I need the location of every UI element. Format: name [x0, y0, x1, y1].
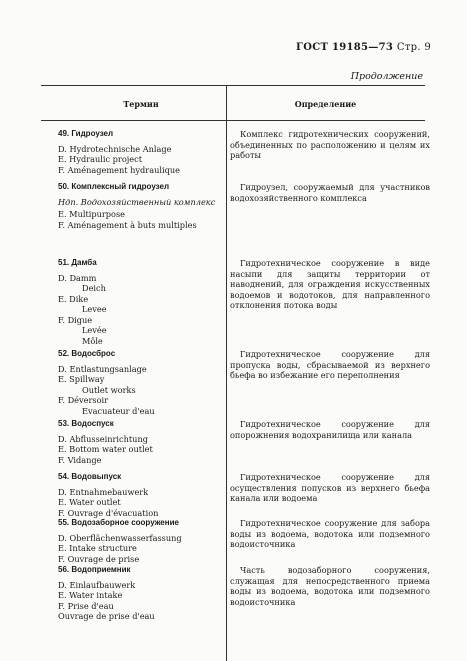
term-translation: E. Hydraulic project — [58, 154, 143, 164]
term-translation: F. Ouvrage d'évacuation — [58, 507, 159, 518]
page-header — [296, 42, 431, 53]
term-translation: F. Digue — [58, 314, 93, 325]
definition-50: Гидроузел, сооружаемый для участников водохозяйственного комплекса — [230, 182, 430, 203]
term-translation: D. Hydrotechnische Anlage — [58, 143, 172, 154]
term-translation: F. Vidange — [58, 454, 102, 465]
term-translation: Outlet works — [82, 384, 136, 395]
term-title: 49. Гидроузел — [58, 129, 114, 138]
term-title: 51. Дамба — [58, 258, 97, 267]
column-divider — [226, 85, 227, 661]
term-translation: F. Prise d'eau — [58, 600, 114, 611]
term-translation: F. Ouvrage de prise — [58, 553, 140, 564]
definition-53: Гидротехническое сооружение для опорожнения водохранилища или канала — [230, 419, 430, 440]
term-translation: D. Oberflächenwasserfassung — [58, 532, 182, 543]
page-number: Стр. 9 — [396, 42, 431, 53]
definition-51: Гидротехническое сооружение в виде насыпи для защиты территории от наводнений, для ограждения искусственных водоемов и водотоков, для направленного отклонения потока воды — [230, 258, 430, 310]
definition-49: Комплекс гидротехнических сооружений, объединенных по расположению и целям их работы — [230, 129, 430, 160]
term-title: 50. Комплексный гидроузел — [58, 182, 170, 191]
table-header-rule — [41, 120, 425, 121]
term-translation: D. Einlaufbauwerk — [58, 579, 136, 590]
term-entry-52 — [58, 349, 222, 416]
term-entry-55 — [58, 518, 222, 564]
term-entry-54 — [58, 472, 222, 518]
term-translation: D. Damm — [58, 272, 97, 283]
term-translation: F. Déversoir — [58, 395, 109, 405]
definition-54: Гидротехническое сооружение для осуществления попусков из верхнего бьефа канала или водоема — [230, 472, 430, 503]
term-entry-51 — [58, 258, 222, 346]
term-title: 53. Водоспуск — [58, 419, 114, 428]
term-title: 56. Водоприемник — [58, 565, 131, 574]
term-entry-50 — [58, 182, 222, 230]
term-translation: E. Bottom water outlet — [58, 444, 153, 454]
non-recommended-term: Ндп. Водохозяйственный комплекс — [58, 196, 216, 207]
definition-56: Часть водозаборного сооружения, служащая для непосредственного приема воды из водоема, водотока или подземного водоисточника — [230, 565, 430, 607]
term-translation: Evacuateur d'eau — [82, 405, 155, 416]
term-translation: E. Water intake — [58, 590, 123, 600]
term-entry-56 — [58, 565, 222, 622]
term-translation: D. Abflusseinrichtung — [58, 433, 148, 444]
definition-55: Гидротехническое сооружение для забора воды из водоема, водотока или подземного водоисточника — [230, 518, 430, 549]
definition-column-header: Определение — [294, 99, 357, 109]
term-translation: E. Dike — [58, 293, 89, 304]
term-translation: Deich — [82, 283, 106, 293]
continuation-label: Продолжение — [350, 71, 423, 82]
term-title: 55. Водозаборное сооружение — [58, 518, 179, 527]
term-translation: E. Intake structure — [58, 543, 137, 553]
term-translation: D. Entlastungsanlage — [58, 363, 147, 374]
term-translation: Levée — [82, 325, 107, 335]
term-entry-53 — [58, 419, 222, 465]
term-title: 54. Водовыпуск — [58, 472, 122, 481]
term-title: 52. Водосброс — [58, 349, 116, 358]
term-translation: E. Spillway — [58, 374, 105, 384]
term-entry-49 — [58, 129, 222, 175]
term-translation: Ouvrage de prise d'eau — [58, 611, 155, 621]
term-translation: F. Aménagement à buts multiples — [58, 219, 197, 230]
term-translation: F. Aménagement hydraulique — [58, 164, 180, 175]
term-translation: E. Multipurpose — [58, 209, 126, 219]
term-translation: Môle — [82, 335, 103, 346]
definition-52: Гидротехническое сооружение для пропуска воды, сбрасываемой из верхнего бьефа во избежание его переполнения — [230, 349, 430, 380]
term-translation: E. Water outlet — [58, 497, 121, 507]
table-top-rule — [41, 85, 425, 86]
term-column-header: Термин — [123, 99, 159, 109]
term-translation: D. Entnahmebauwerk — [58, 486, 149, 497]
standard-number: ГОСТ 19185—73 — [295, 42, 394, 53]
term-translation: Levee — [82, 304, 107, 314]
